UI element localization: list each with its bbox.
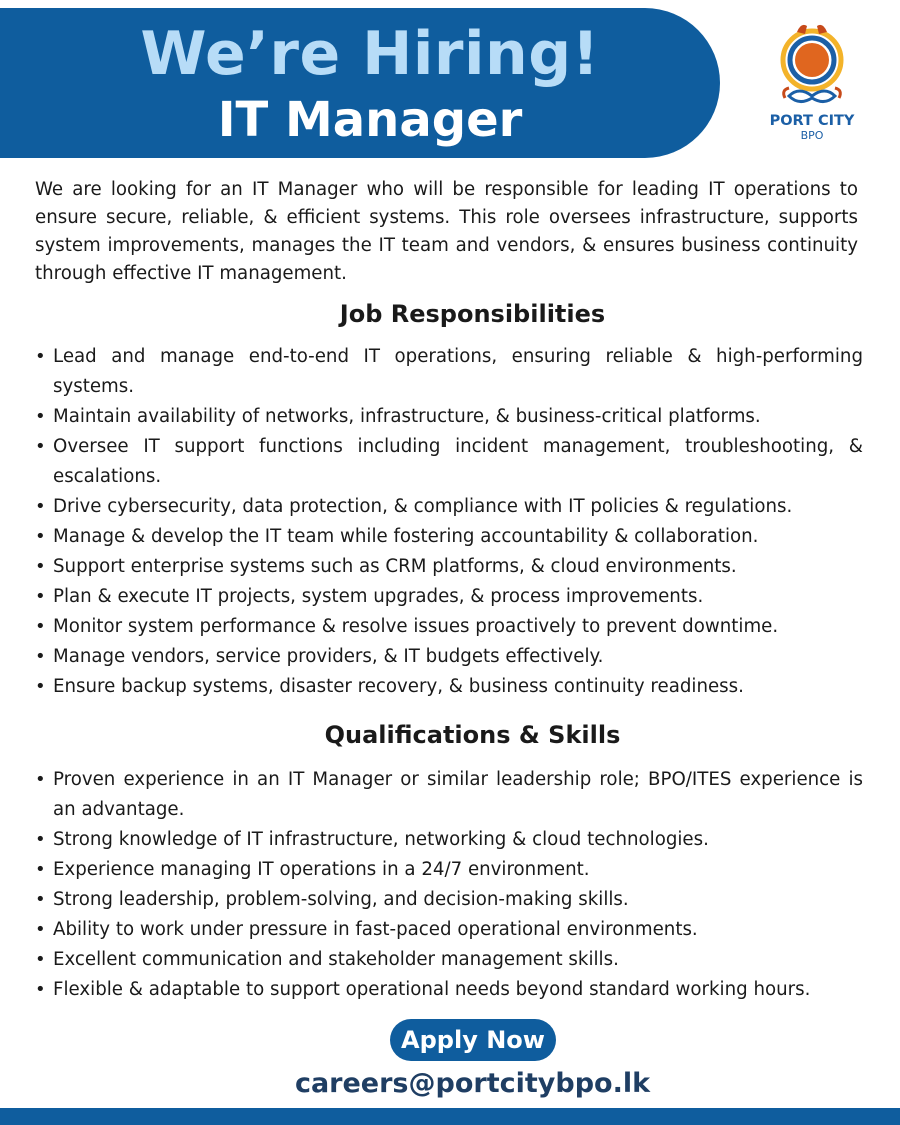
list-item: • Lead and manage end-to-end IT operations, ensuring reliable & high-performing systems. (35, 342, 863, 402)
bullet-icon: • (35, 889, 46, 910)
bullet-icon: • (35, 436, 46, 457)
footer-bar (0, 1108, 900, 1125)
logo-company-name: PORT CITY (769, 113, 855, 129)
list-item: • Drive cybersecurity, data protection, & compliance with IT policies & regulations. (35, 492, 863, 522)
list-item: • Proven experience in an IT Manager or similar leadership role; BPO/ITES experience is an advantage. (35, 765, 863, 825)
qualifications-heading: Qualifications & Skills (324, 721, 621, 749)
responsibilities-heading: Job Responsibilities (339, 300, 606, 328)
company-logo (762, 16, 862, 151)
hiring-headline: We’re Hiring! (140, 19, 600, 89)
intro-paragraph: We are looking for an IT Manager who will be responsible for leading IT operations to ensure secure, reliable, & efficient systems. This role oversees infrastructure, supports system improvements, manages the IT team and vendors, & ensures business continuity through effective IT management. (35, 179, 858, 284)
bullet-icon: • (35, 859, 46, 880)
port-city-bpo-logo-icon (777, 16, 847, 111)
bullet-icon: • (35, 496, 46, 517)
qualifications-list (35, 765, 863, 1005)
list-item: • Manage & develop the IT team while fostering accountability & collaboration. (35, 522, 863, 552)
bullet-icon: • (35, 586, 46, 607)
bullet-icon: • (35, 949, 46, 970)
list-item: • Strong leadership, problem-solving, and decision-making skills. (35, 885, 863, 915)
bullet-icon: • (35, 616, 46, 637)
list-item: • Manage vendors, service providers, & IT budgets effectively. (35, 642, 863, 672)
list-item: • Experience managing IT operations in a 24/7 environment. (35, 855, 863, 885)
list-item: • Excellent communication and stakeholder management skills. (35, 945, 863, 975)
bullet-icon: • (35, 769, 46, 790)
bullet-icon: • (35, 676, 46, 697)
list-item: • Ensure backup systems, disaster recovery, & business continuity readiness. (35, 672, 863, 702)
list-item: • Ability to work under pressure in fast-paced operational environments. (35, 915, 863, 945)
list-item: • Strong knowledge of IT infrastructure, networking & cloud technologies. (35, 825, 863, 855)
logo-company-sub: BPO (800, 129, 824, 142)
careers-email-link[interactable]: careers@portcitybpo.lk (294, 1068, 651, 1099)
list-item: • Flexible & adaptable to support operational needs beyond standard working hours. (35, 975, 863, 1005)
list-item: • Plan & execute IT projects, system upgrades, & process improvements. (35, 582, 863, 612)
bullet-icon: • (35, 526, 46, 547)
list-item: • Maintain availability of networks, infrastructure, & business-critical platforms. (35, 402, 863, 432)
bullet-icon: • (35, 979, 46, 1000)
responsibilities-list (35, 342, 863, 702)
bullet-icon: • (35, 346, 46, 367)
bullet-icon: • (35, 556, 46, 577)
list-item: • Oversee IT support functions including incident management, troubleshooting, & escalations. (35, 432, 863, 492)
apply-now-button[interactable]: Apply Now (390, 1019, 556, 1061)
bullet-icon: • (35, 829, 46, 850)
bullet-icon: • (35, 406, 46, 427)
bullet-icon: • (35, 646, 46, 667)
list-item: • Monitor system performance & resolve issues proactively to prevent downtime. (35, 612, 863, 642)
bullet-icon: • (35, 919, 46, 940)
list-item: • Support enterprise systems such as CRM platforms, & cloud environments. (35, 552, 863, 582)
job-title: IT Manager (217, 92, 523, 148)
